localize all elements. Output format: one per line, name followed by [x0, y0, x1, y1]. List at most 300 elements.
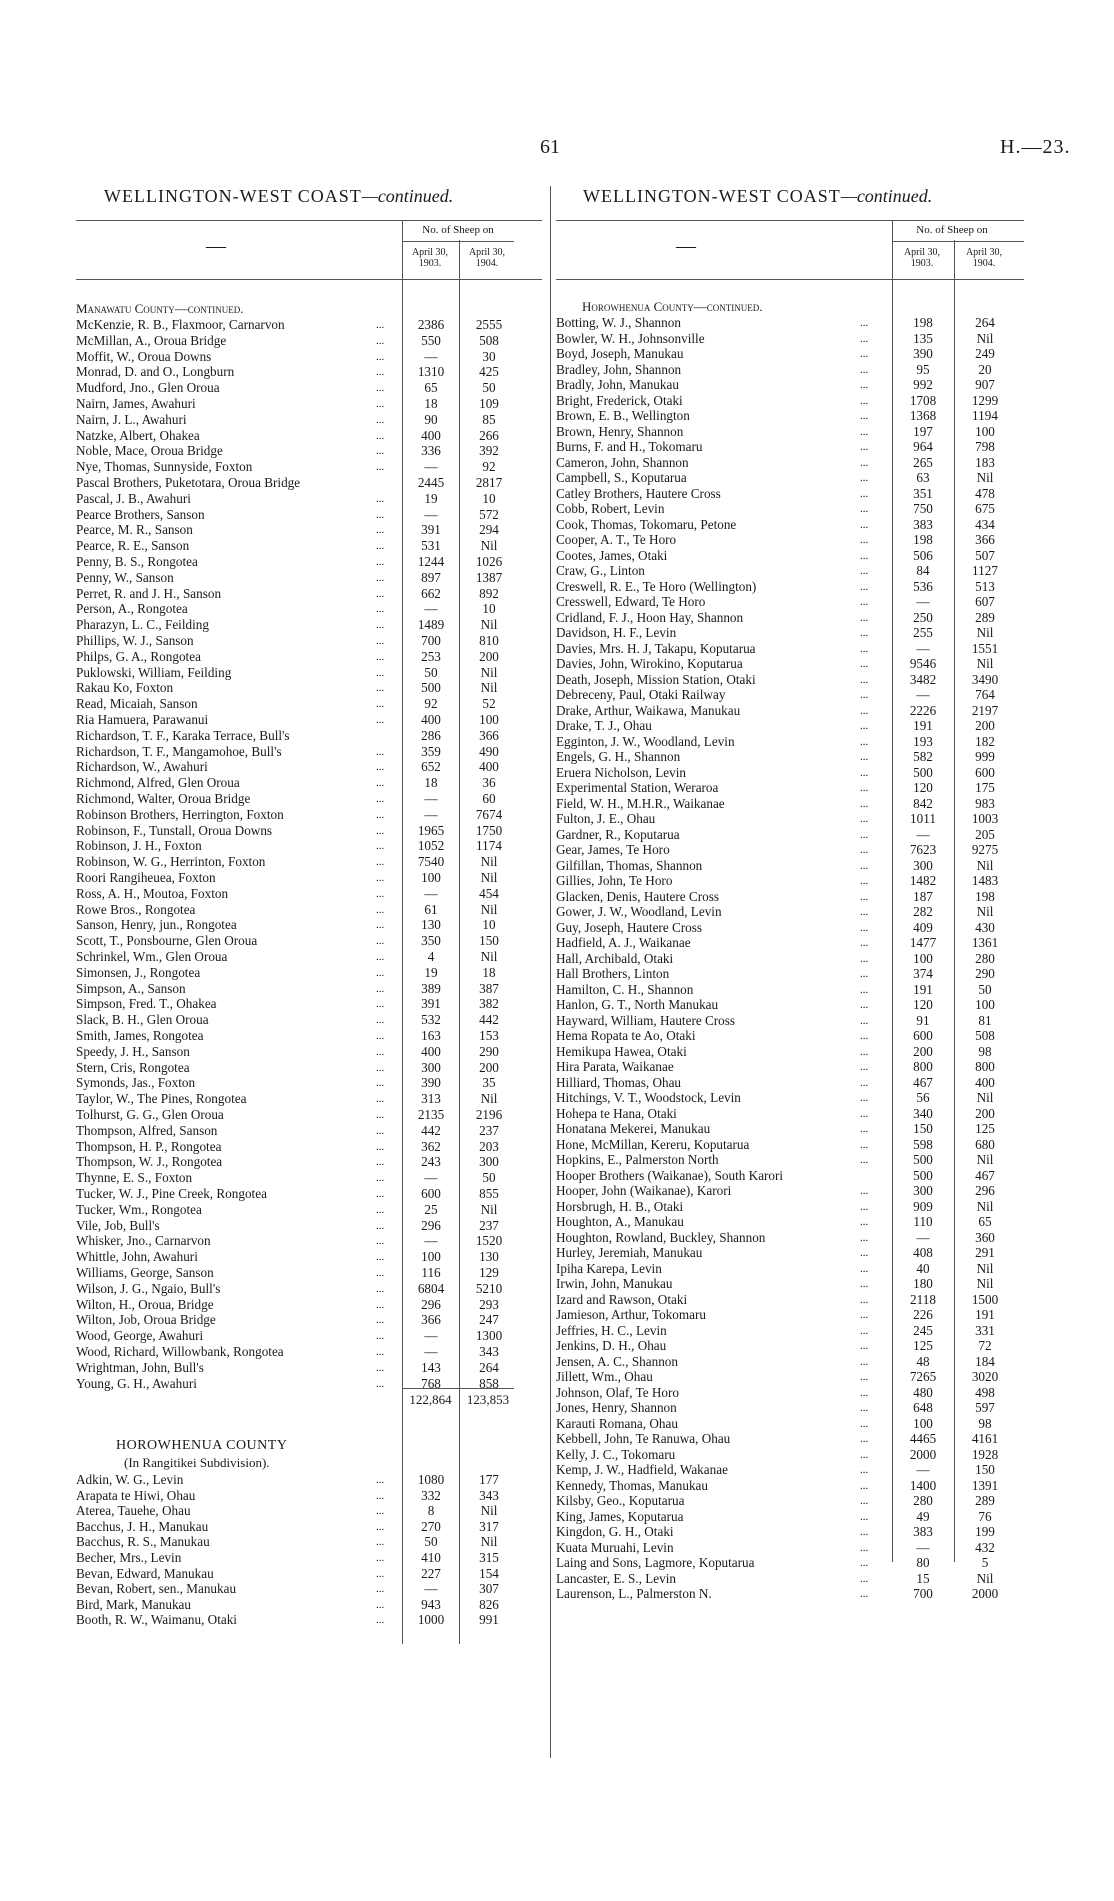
leader-dots: ... [860, 1588, 869, 1600]
sheep-1903: 4 [427, 949, 435, 964]
holder-name: Hanlon, G. T., North Manukau [556, 997, 719, 1012]
holder-name: Thynne, E. S., Foxton [76, 1170, 193, 1186]
table-row [76, 1218, 542, 1234]
sheep-1904: 307 [479, 1581, 499, 1597]
sheep-1903: 125 [913, 1338, 933, 1353]
leader-dots: ... [860, 518, 869, 531]
table-row [556, 703, 1024, 719]
sheep-1903: 198 [913, 315, 933, 330]
sheep-1904: 3020 [971, 1369, 999, 1384]
holder-name: Cook, Thomas, Tokomaru, Petone [556, 516, 737, 532]
sheep-1903: 2135 [417, 1107, 445, 1122]
sheep-1903: 180 [913, 1276, 933, 1291]
leader-dots: ... [860, 410, 869, 422]
sheep-1903: 282 [913, 904, 933, 919]
leader-dots: ... [860, 751, 869, 763]
leader-dots: ... [860, 534, 869, 546]
holder-name: Davidson, H. F., Levin [556, 625, 677, 640]
sheep-1903: 390 [421, 1075, 441, 1091]
holder-name: Rakau Ko, Foxton [76, 680, 174, 696]
sheep-1904: 430 [975, 919, 995, 935]
header-col-1903: April 30, 1903. [903, 247, 941, 269]
holder-name: Kuata Muruahi, Levin [556, 1539, 674, 1555]
holder-name: Pascal Brothers, Puketotara, Oroua Bridge [76, 475, 301, 490]
holder-name: Sanson, Henry, jun., Rongotea [76, 917, 237, 933]
table-row [76, 1312, 542, 1328]
holder-name: Cobb, Robert, Levin [556, 501, 665, 516]
table-row [76, 1139, 542, 1155]
sheep-1904: 331 [975, 1322, 995, 1338]
leader-dots: ... [376, 1598, 385, 1611]
holder-name: Nairn, J. L., Awahuri [76, 411, 187, 427]
sheep-1903: 700 [913, 1586, 933, 1601]
table-row [556, 1106, 1024, 1122]
leader-dots: ... [860, 999, 869, 1011]
holder-name: Wood, Richard, Willowbank, Rongotea [76, 1344, 284, 1359]
sheep-1904: 2555 [475, 317, 503, 332]
table-row [556, 1059, 1024, 1075]
leader-dots: ... [376, 556, 385, 568]
leader-dots: ... [860, 1138, 869, 1151]
leader-dots: ... [860, 1061, 869, 1073]
table-row [556, 1354, 1024, 1370]
sheep-1903: 265 [913, 454, 933, 470]
holder-name: Simonsen, J., Rongotea [76, 964, 201, 980]
sheep-1903: 383 [913, 516, 933, 532]
sheep-1904: 280 [975, 950, 995, 966]
sheep-1903: 135 [913, 330, 933, 346]
table-row [556, 1416, 1024, 1432]
holder-name: Bacchus, J. H., Manukau [76, 1518, 209, 1534]
sheep-1904: 200 [975, 1105, 995, 1121]
table-row [76, 728, 542, 744]
holder-name: Penny, B. S., Rongotea [76, 554, 198, 569]
sheep-1904: 191 [975, 1307, 995, 1322]
table-row [556, 951, 1024, 967]
table-row [556, 827, 1024, 843]
sheep-1904: 20 [978, 361, 992, 377]
sheep-1903: 15 [916, 1570, 930, 1586]
table-row [76, 380, 542, 396]
sheep-1903: 400 [421, 712, 441, 727]
holder-name: Ipiha Karepa, Levin [556, 1260, 662, 1276]
table-row [76, 1186, 542, 1202]
leader-dots: ... [860, 1464, 869, 1476]
holder-name: Honatana Mekerei, Manukau [556, 1121, 711, 1136]
leader-dots: ... [376, 824, 385, 837]
leader-dots: ... [376, 1156, 385, 1169]
sheep-1904: 183 [975, 454, 995, 470]
sheep-1903: — [916, 594, 930, 609]
sheep-1903: 227 [421, 1565, 441, 1581]
section-heading: Horowhenua County—continued. [582, 299, 763, 314]
sheep-1904: 9275 [971, 842, 999, 857]
sheep-1903: 359 [421, 743, 441, 759]
leader-dots: ... [860, 952, 869, 965]
sheep-1904: 3490 [971, 671, 999, 687]
holder-name: Rowe Bros., Rongotea [76, 901, 196, 917]
sheep-1903: 300 [913, 1183, 933, 1198]
holder-name: Cooper, A. T., Te Horo [556, 532, 677, 547]
sheep-1903: 300 [913, 857, 933, 873]
holder-name: Campbell, S., Koputarua [556, 470, 687, 485]
holder-name: Gear, James, Te Horo [556, 842, 670, 857]
sheep-1903: — [424, 885, 438, 901]
leader-dots: ... [376, 1489, 385, 1502]
leader-dots: ... [860, 1572, 869, 1585]
table-row [556, 1509, 1024, 1525]
table-row [76, 791, 542, 807]
holder-name: Fulton, J. E., Ohau [556, 811, 656, 826]
leader-dots: ... [376, 714, 385, 726]
table-row [76, 696, 542, 712]
sheep-1903: 408 [913, 1245, 933, 1260]
leader-dots: ... [376, 1314, 385, 1327]
section-subheading: (In Rangitikei Subdivision). [124, 1455, 270, 1470]
holder-name: Burns, F. and H., Tokomaru [556, 439, 703, 454]
leader-dots: ... [860, 1092, 869, 1104]
table-row [556, 997, 1024, 1013]
sheep-1903: 4465 [909, 1431, 937, 1446]
leader-dots: ... [376, 429, 385, 442]
sheep-1904: 293 [479, 1296, 499, 1312]
leader-dots: ... [860, 797, 869, 810]
sheep-1903: 442 [421, 1122, 441, 1138]
leader-dots: ... [376, 603, 385, 616]
leader-dots: ... [376, 1172, 385, 1185]
sheep-1904: 1391 [971, 1477, 999, 1493]
table-row [556, 672, 1024, 688]
leader-dots: ... [860, 1526, 869, 1538]
leader-dots: ... [860, 332, 869, 345]
table-row [76, 1534, 542, 1550]
sheep-1904: 10 [482, 490, 496, 506]
sheep-1904: 400 [975, 1074, 995, 1090]
holder-name: Pearce Brothers, Sanson [76, 506, 205, 522]
sheep-1904: Nil [480, 854, 498, 870]
sheep-1903: — [424, 1328, 438, 1344]
holder-name: Wilton, Job, Oroua Bridge [76, 1312, 216, 1328]
table-row [556, 1152, 1024, 1168]
leader-dots: ... [860, 704, 869, 717]
holder-name: Moffit, W., Oroua Downs [76, 348, 212, 364]
table-row [76, 491, 542, 507]
table-row [76, 1249, 542, 1265]
sheep-1904: Nil [976, 1260, 994, 1276]
holder-name: Houghton, A., Manukau [556, 1214, 684, 1229]
sheep-1904: 76 [978, 1508, 992, 1524]
sheep-1903: — [916, 640, 930, 656]
table-row [76, 570, 542, 586]
leader-dots: ... [376, 1140, 385, 1153]
table-row [556, 1493, 1024, 1509]
leader-dots: ... [860, 689, 869, 701]
leader-dots: ... [860, 379, 869, 391]
leader-dots: ... [860, 890, 869, 903]
holder-name: Jensen, A. C., Shannon [556, 1353, 678, 1369]
leader-dots: ... [860, 627, 869, 639]
table-row [76, 1566, 542, 1582]
sheep-1904: 2000 [971, 1586, 999, 1601]
sheep-1903: — [916, 1539, 930, 1555]
sheep-1904: 175 [975, 780, 995, 795]
holder-name: Becher, Mrs., Levin [76, 1550, 182, 1565]
leader-dots: ... [376, 445, 385, 458]
sheep-1904: 1194 [972, 408, 998, 423]
leader-dots: ... [376, 1520, 385, 1533]
sheep-1903: 1482 [909, 873, 937, 888]
table-row [556, 1168, 1024, 1184]
holder-name: Izard and Rawson, Otaki [556, 1291, 688, 1307]
leader-dots: ... [860, 1510, 869, 1523]
holder-name: Kennedy, Thomas, Manukau [556, 1477, 708, 1493]
table-row [556, 1447, 1024, 1463]
leader-dots: ... [376, 398, 385, 410]
table-row [556, 1524, 1024, 1540]
leader-dots: ... [376, 1346, 385, 1358]
sheep-1904: 597 [975, 1400, 995, 1415]
sheep-1903: 95 [916, 361, 930, 377]
leader-dots: ... [376, 350, 385, 363]
holder-name: Cresswell, Edward, Te Horo [556, 594, 706, 609]
leader-dots: ... [860, 1030, 869, 1042]
leader-dots: ... [860, 611, 869, 624]
holder-name: Gower, J. W., Woodland, Levin [556, 904, 722, 919]
holder-name: Nye, Thomas, Sunnyside, Foxton [76, 459, 253, 475]
sheep-1904: 296 [975, 1183, 995, 1198]
leader-dots: ... [376, 334, 385, 347]
leader-dots: ... [860, 1386, 869, 1399]
sheep-1904: 800 [975, 1059, 995, 1074]
holder-name: Simpson, A., Sanson [76, 980, 186, 996]
table-row [76, 1233, 542, 1249]
leader-dots: ... [376, 1536, 385, 1549]
holder-name: Laing and Sons, Lagmore, Koputarua [556, 1555, 755, 1570]
table-row [556, 858, 1024, 874]
sheep-1903: 500 [913, 764, 933, 780]
sheep-1903: 91 [916, 1012, 930, 1028]
sheep-1904: 4161 [971, 1431, 999, 1446]
sheep-1904: 247 [479, 1312, 499, 1328]
leader-dots: ... [860, 1076, 869, 1089]
sheep-1903: — [424, 506, 438, 522]
sheep-1904: 392 [479, 443, 499, 459]
leader-dots: ... [376, 1614, 385, 1627]
table-row [556, 1075, 1024, 1091]
leader-dots: ... [860, 1200, 869, 1213]
leader-dots: ... [860, 1557, 869, 1569]
table-row [76, 775, 542, 791]
sheep-1903: 120 [913, 780, 933, 795]
sheep-1904: 675 [975, 501, 995, 516]
holder-name: Kemp, J. W., Hadfield, Wakanae [556, 1462, 728, 1477]
holder-name: Craw, G., Linton [556, 563, 645, 578]
leader-dots: ... [376, 1188, 385, 1200]
sheep-1903: 40 [916, 1260, 930, 1276]
table-row [76, 443, 542, 459]
holder-name: Hadfield, A. J., Waikanae [556, 935, 691, 950]
table-row [556, 935, 1024, 951]
table-row [556, 718, 1024, 734]
sheep-1903: 197 [913, 423, 933, 439]
sheep-1904: 1750 [475, 822, 503, 838]
table-row [556, 1307, 1024, 1323]
sheep-1903: 1708 [909, 392, 937, 408]
holder-name: Read, Micaiah, Sanson [76, 696, 198, 712]
table-row [76, 933, 542, 949]
table-row [76, 317, 542, 333]
leader-dots: ... [860, 394, 869, 407]
section-heading: HOROWHENUA COUNTY [116, 1438, 288, 1453]
holder-name: Hooper Brothers (Waikanae), South Karori [556, 1167, 784, 1183]
holder-name: Kebbell, John, Te Ranuwa, Ohau [556, 1431, 731, 1446]
sheep-1903: 400 [421, 427, 441, 443]
table-row [76, 886, 542, 902]
holder-name: Brown, E. B., Wellington [556, 408, 690, 423]
sheep-1903: — [424, 806, 438, 822]
sheep-1903: 1400 [909, 1477, 937, 1493]
table-row [76, 1612, 542, 1628]
sheep-1903: — [424, 1233, 438, 1249]
table-row [76, 1472, 542, 1488]
leader-dots: ... [860, 317, 869, 329]
leader-dots: ... [376, 777, 385, 790]
sheep-1903: 255 [913, 625, 933, 640]
holder-name: Richmond, Walter, Oroua Bridge [76, 791, 251, 806]
sheep-1903: 7540 [417, 854, 445, 870]
holder-name: Hurley, Jeremiah, Manukau [556, 1245, 703, 1260]
total-1904: 123,853 [466, 1392, 510, 1407]
sheep-1904: 315 [479, 1550, 499, 1565]
sheep-1904: 400 [479, 759, 499, 775]
table-row [556, 362, 1024, 378]
table-row [76, 949, 542, 965]
sheep-1904: Nil [976, 470, 994, 485]
header-sheep: No. of Sheep on [422, 224, 494, 236]
table-row [556, 1555, 1024, 1571]
leader-dots: ... [376, 1124, 385, 1137]
table-row [76, 554, 542, 570]
leader-dots: ... [376, 1235, 385, 1248]
leader-dots: ... [376, 840, 385, 853]
table-row [76, 1060, 542, 1076]
sheep-1903: 245 [913, 1322, 933, 1338]
sheep-1904: 680 [975, 1136, 995, 1152]
leader-dots: ... [860, 906, 869, 918]
sheep-1904: Nil [976, 330, 994, 346]
sheep-1903: 7623 [909, 842, 937, 857]
sheep-1903: 366 [421, 1312, 441, 1328]
table-row [76, 459, 542, 475]
sheep-1904: 198 [975, 888, 995, 904]
table-row [556, 1400, 1024, 1416]
header-dash: — [676, 235, 696, 257]
sheep-1903: 600 [913, 1028, 933, 1043]
sheep-1904: 52 [482, 696, 496, 712]
table-row [556, 1183, 1024, 1199]
sheep-1903: 1310 [417, 364, 445, 380]
table-row [76, 917, 542, 933]
holder-name: Engels, G. H., Shannon [556, 749, 681, 764]
table-row [76, 823, 542, 839]
left-title-main: WELLINGTON-WEST COAST [104, 186, 362, 206]
sheep-1903: 90 [424, 411, 438, 427]
sheep-1904: Nil [480, 1503, 498, 1519]
sheep-1904: 50 [978, 981, 992, 997]
leader-dots: ... [860, 1231, 869, 1244]
leader-dots: ... [376, 1061, 385, 1074]
table-row [76, 1581, 542, 1597]
total-1903: 122,864 [409, 1392, 452, 1407]
table-row [76, 965, 542, 981]
holder-name: Tucker, Wm., Rongotea [76, 1201, 202, 1217]
left-table-header [76, 220, 542, 280]
holder-name: Cameron, John, Shannon [556, 454, 689, 470]
holder-name: Wilton, H., Oroua, Bridge [76, 1296, 214, 1312]
holder-name: Experimental Station, Weraroa [556, 780, 719, 795]
leader-dots: ... [376, 1298, 385, 1311]
sheep-1903: 3482 [909, 671, 937, 687]
leader-dots: ... [860, 1278, 869, 1290]
sheep-1903: 1489 [417, 617, 445, 633]
sheep-1904: Nil [480, 1534, 498, 1550]
leader-dots: ... [860, 720, 869, 732]
holder-name: Hone, McMillan, Kereru, Koputarua [556, 1136, 750, 1152]
sheep-1903: — [424, 1170, 438, 1186]
table-row [556, 331, 1024, 347]
sheep-1904: 983 [975, 795, 995, 811]
sheep-1904: Nil [480, 1091, 498, 1107]
holder-name: Hohepa te Hana, Otaki [556, 1105, 677, 1121]
leader-dots: ... [376, 1267, 385, 1279]
table-row [76, 1265, 542, 1281]
holder-name: Thompson, H. P., Rongotea [76, 1138, 222, 1154]
leader-dots: ... [376, 1030, 385, 1042]
sheep-1903: 964 [913, 439, 933, 454]
sheep-1904: Nil [976, 1152, 994, 1167]
holder-name: Kingdon, G. H., Otaki [556, 1524, 674, 1539]
sheep-1904: 30 [482, 348, 496, 364]
right-title-continued: —continued. [840, 186, 933, 206]
leader-dots: ... [376, 698, 385, 711]
sheep-1904: Nil [976, 625, 994, 640]
sheep-1903: 296 [421, 1217, 441, 1233]
holder-name: Wrightman, John, Bull's [76, 1359, 204, 1375]
leader-dots: ... [376, 998, 385, 1011]
sheep-1903: 340 [913, 1105, 933, 1121]
sheep-1904: 1174 [476, 838, 502, 854]
leader-dots: ... [376, 1077, 385, 1090]
holder-name: Schrinkel, Wm., Glen Oroua [76, 949, 228, 964]
sheep-1904: Nil [976, 1198, 994, 1214]
sheep-1903: 100 [913, 950, 933, 966]
table-row [556, 811, 1024, 827]
leader-dots: ... [860, 844, 869, 856]
table-row [556, 455, 1024, 471]
sheep-1904: 508 [479, 332, 499, 348]
holder-name: Pascal, J. B., Awahuri [76, 490, 191, 506]
sheep-1904: 858 [479, 1375, 499, 1391]
holder-name: Hitchings, V. T., Woodstock, Levin [556, 1090, 741, 1105]
sheep-1904: 999 [975, 749, 995, 764]
sheep-1903: 191 [913, 981, 933, 997]
leader-dots: ... [860, 1448, 869, 1461]
column-divider [550, 186, 551, 1758]
leader-dots: ... [860, 1014, 869, 1027]
table-row [76, 333, 542, 349]
leader-dots: ... [860, 658, 869, 670]
holder-name: Davies, Mrs. H. J, Takapu, Koputarua [556, 640, 756, 656]
